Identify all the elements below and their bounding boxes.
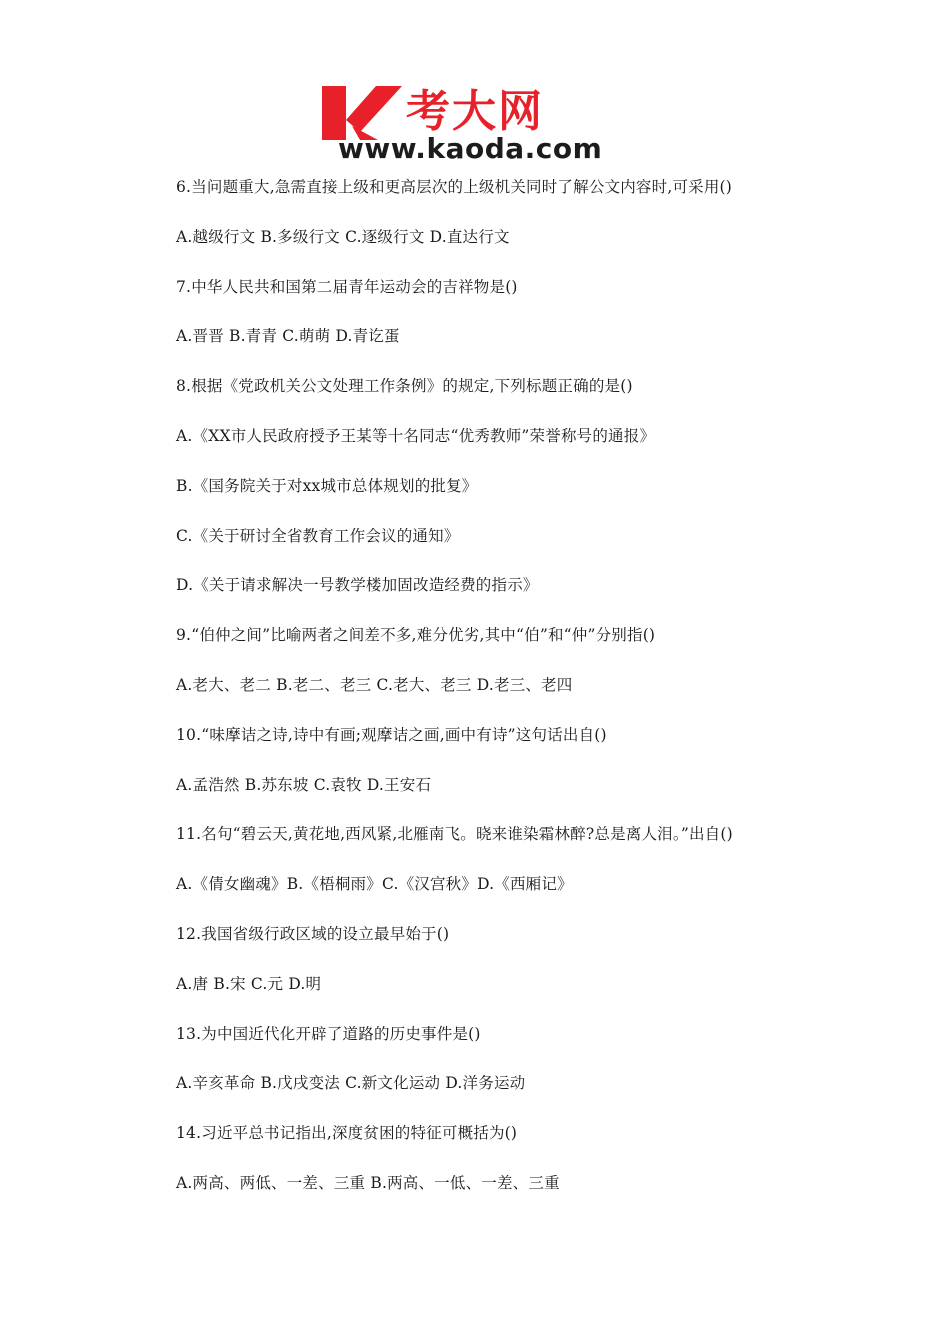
kaoda-logo [316,80,646,164]
options-10: A.孟浩然 B.苏东坡 C.袁牧 D.王安石 [176,775,432,794]
options-7: A.晋晋 B.青青 C.萌萌 D.青讫蛋 [176,327,400,346]
question-8: 8.根据《党政机关公文处理工作条例》的规定,下列标题正确的是() [176,377,633,396]
options-11: A.《倩女幽魂》B.《梧桐雨》C.《汉宫秋》D.《西厢记》 [176,875,573,894]
question-14: 14.习近平总书记指出,深度贫困的特征可概括为() [176,1124,518,1143]
question-9: 9.“伯仲之间”比喻两者之间差不多,难分优劣,其中“伯”和“仲”分别指() [176,626,656,645]
options-6: A.越级行文 B.多级行文 C.逐级行文 D.直达行文 [176,227,510,246]
document-body [176,174,876,1220]
options-12: A.唐 B.宋 C.元 D.明 [176,974,322,993]
question-10: 10.“味摩诘之诗,诗中有画;观摩诘之画,画中有诗”这句话出自() [176,725,607,744]
kaoda-logo-graphic [316,80,646,164]
option-8c: C.《关于研讨全省教育工作会议的通知》 [176,526,460,545]
brand-url: www.kaoda.com [338,132,603,164]
options-9: A.老大、老二 B.老二、老三 C.老大、老三 D.老三、老四 [176,675,573,694]
question-13: 13.为中国近代化开辟了道路的历史事件是() [176,1024,481,1043]
question-11: 11.名句“碧云天,黄花地,西风紧,北雁南飞。晓来谁染霜林醉?总是离人泪。”出自() [176,825,733,844]
question-12: 12.我国省级行政区域的设立最早始于() [176,924,450,943]
option-8b: B.《国务院关于对xx城市总体规划的批复》 [176,476,478,495]
question-7: 7.中华人民共和国第二届青年运动会的吉祥物是() [176,277,518,296]
option-8d: D.《关于请求解决一号教学楼加固改造经费的指示》 [176,576,539,595]
option-8a: A.《XX市人民政府授予王某等十名同志“优秀教师”荣誉称号的通报》 [176,426,656,445]
options-14: A.两高、两低、一差、三重 B.两高、一低、一差、三重 [176,1173,560,1192]
options-13: A.辛亥革命 B.戊戌变法 C.新文化运动 D.洋务运动 [176,1074,526,1093]
brand-name: 考大网 [406,86,544,137]
question-6: 6.当问题重大,急需直接上级和更高层次的上级机关同时了解公文内容时,可采用() [176,178,733,196]
